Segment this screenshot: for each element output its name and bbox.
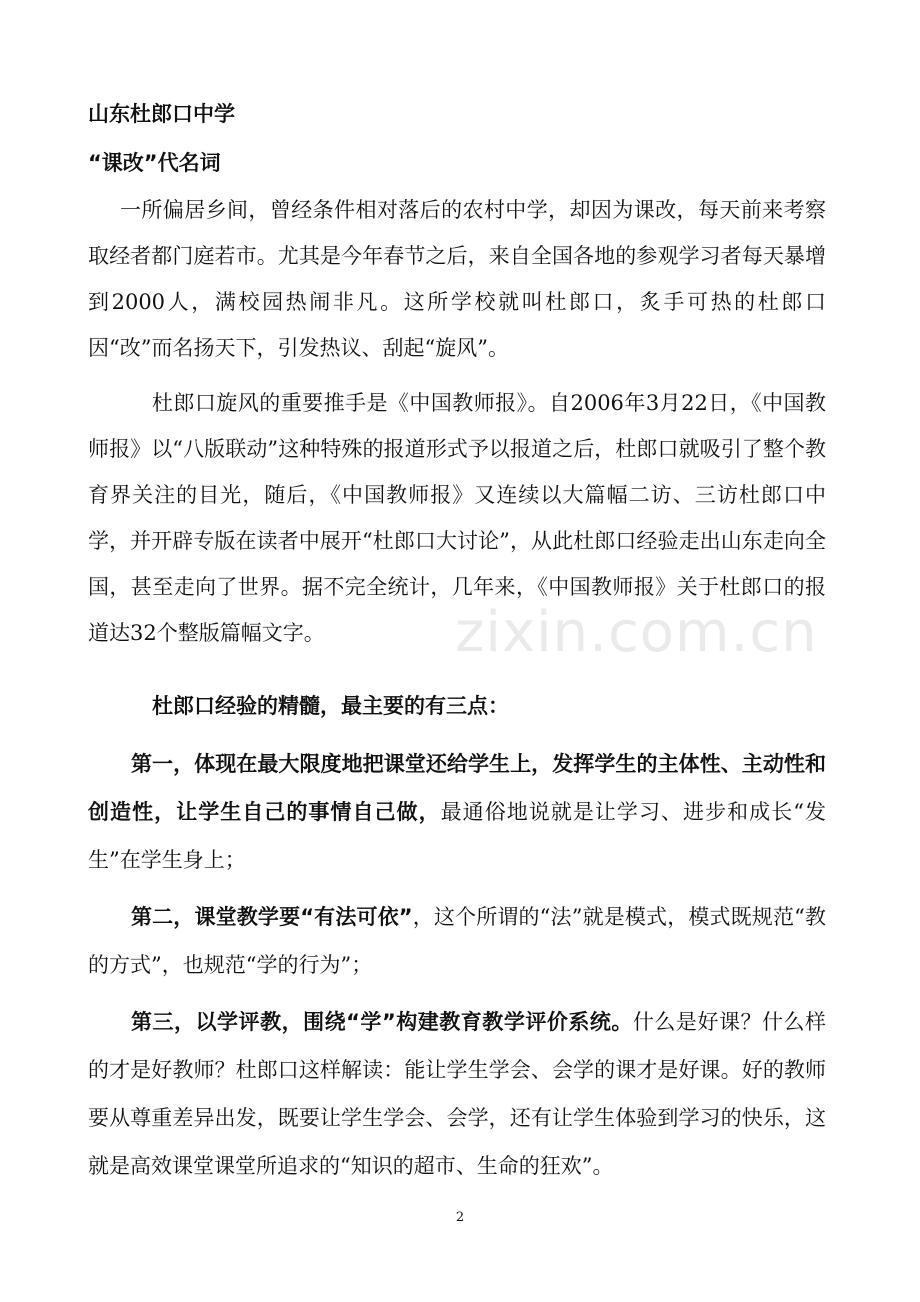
key-point-1 — [88, 740, 826, 884]
site-watermark: zixin.com.cn — [455, 600, 818, 665]
key-point-3-text: 什么是好课？什么样的才是好教师？杜郎口这样解读：能让学生学会、会学的课才是好课。好的教师要从尊重差异出发，既要让学生学会、会学，还有让学生体验到学习的快乐，这就是高效课堂课堂所追求的“知识的超市、生命的狂欢”。 — [88, 1010, 827, 1178]
key-point-3 — [88, 998, 826, 1190]
key-point-2 — [88, 893, 826, 989]
key-point-2-text: ，这个所谓的“法”就是模式，模式既规范“教的方式”，也规范“学的行为”； — [88, 905, 826, 977]
paragraph-intro: 一所偏居乡间，曾经条件相对落后的农村中学，却因为课改，每天前来考察取经者都门庭若市。尤其是今年春节之后，来自全国各地的参观学习者每天暴增到2000人，满校园热闹非凡。这所学校就叫杜郎口，炙手可热的杜郎口因“改”而名扬天下，引发热议、刮起“旋风”。 — [88, 198, 826, 360]
key-point-1-text: 最通俗地说就是让学习、进步和成长“发生”在学生身上； — [88, 800, 827, 872]
key-point-1-bold: 第一，体现在最大限度地把课堂还给学生上，发挥学生的主体性、主动性和创造性，让学生自己的事情自己做， — [88, 752, 826, 824]
key-points-intro: 杜郎口经验的精髓，最主要的有三点： — [152, 694, 509, 718]
page-number: 2 — [455, 1210, 465, 1225]
key-point-3-bold: 第三，以学评教，围绕“学”构建教育教学评价系统。 — [131, 1010, 633, 1034]
paragraph-newspaper: 杜郎口旋风的重要推手是《中国教师报》。自2006年3月22日，《中国教师报》以“八版联动”这种特殊的报道形式予以报道之后，杜郎口就吸引了整个教育界关注的目光，随后，《中国教师报》又连续以大篇幅二访、三访杜郎口中学，并开辟专版在读者中展开“杜郎口大讨论”，从此杜郎口经验走出山东走向全国，甚至走向了世界。据不完全统计，几年来，《中国教师报》关于杜郎口的报道达32个整版篇幅文字。 — [88, 391, 826, 645]
document-title: 山东杜郎口中学 — [88, 102, 235, 126]
document-subtitle: “课改”代名词 — [88, 151, 221, 175]
key-point-2-bold: 第二，课堂教学要“有法可依” — [131, 905, 413, 929]
